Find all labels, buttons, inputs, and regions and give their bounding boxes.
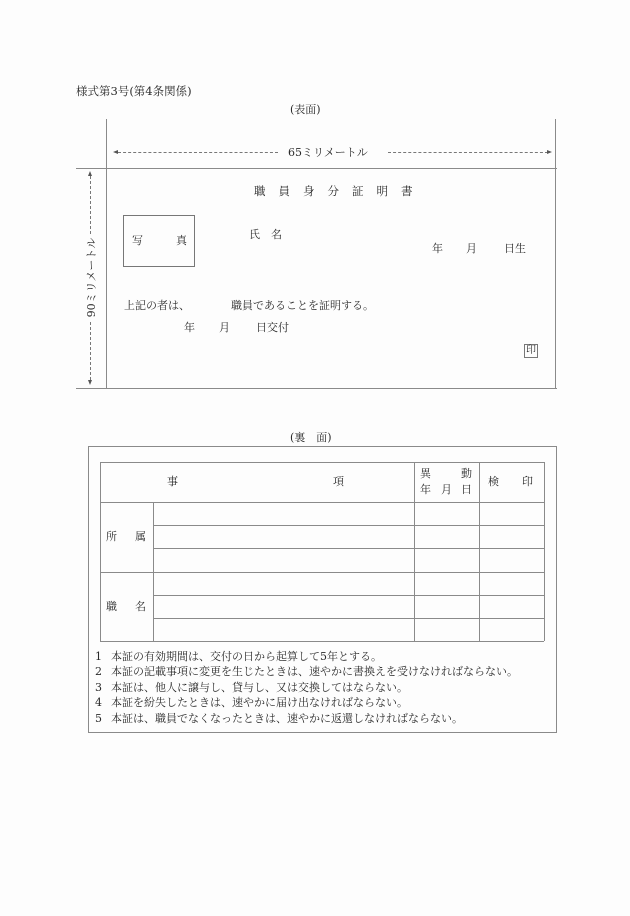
header-change-top-right: 動 bbox=[461, 467, 472, 480]
group-affiliation-right: 属 bbox=[135, 530, 146, 543]
dimension-line bbox=[90, 322, 91, 380]
birth-month-label: 月 bbox=[466, 242, 477, 255]
back-side-label: (裏 面) bbox=[290, 431, 332, 444]
header-item-left: 事 bbox=[167, 475, 178, 488]
title-char: 明 bbox=[376, 184, 388, 198]
note-item bbox=[95, 713, 463, 724]
header-change-year: 年 bbox=[420, 483, 431, 496]
front-left-border bbox=[106, 119, 107, 389]
front-right-border bbox=[555, 119, 556, 389]
table-border bbox=[544, 462, 545, 641]
issue-day-label: 日交付 bbox=[256, 321, 289, 334]
table-border bbox=[100, 462, 101, 641]
height-dimension-label: 90ミリメートル bbox=[85, 237, 98, 318]
title-char: 員 bbox=[278, 184, 290, 198]
photo-label-left: 写 bbox=[132, 234, 143, 247]
header-item-right: 項 bbox=[333, 475, 344, 488]
photo-box bbox=[123, 215, 195, 267]
group-divider bbox=[100, 572, 544, 573]
note-text: 本証を紛失したときは、速やかに届け出なければならない。 bbox=[111, 696, 408, 709]
dimension-line bbox=[90, 176, 91, 234]
table-border bbox=[100, 502, 544, 503]
certification-text-2: 職員であることを証明する。 bbox=[231, 299, 374, 312]
note-text: 本証は、職員でなくなったときは、速やかに返還しなければならない。 bbox=[111, 712, 463, 725]
birth-year-label: 年 bbox=[432, 242, 443, 255]
title-char: 分 bbox=[327, 184, 339, 198]
note-item bbox=[95, 682, 408, 693]
note-number: 4 bbox=[95, 696, 102, 709]
note-number: 1 bbox=[95, 650, 102, 663]
group-position-right: 名 bbox=[135, 600, 146, 613]
card-title bbox=[254, 186, 413, 198]
note-text: 本証は、他人に譲与し、貸与し、又は交換してはならない。 bbox=[111, 681, 408, 694]
note-number: 3 bbox=[95, 681, 102, 694]
birth-day-label: 日生 bbox=[504, 242, 526, 255]
title-char: 書 bbox=[401, 184, 413, 198]
arrow-down-icon bbox=[88, 380, 92, 385]
front-top-border bbox=[76, 168, 557, 169]
front-side-label: (表面) bbox=[290, 103, 321, 116]
name-label: 氏 名 bbox=[249, 228, 282, 241]
issue-month-label: 月 bbox=[219, 321, 230, 334]
header-change-day: 日 bbox=[461, 483, 472, 496]
header-change-month: 月 bbox=[441, 483, 452, 496]
form-number-title: 様式第3号(第4条関係) bbox=[76, 84, 192, 98]
row-divider bbox=[153, 548, 544, 549]
note-text: 本証の有効期間は、交付の日から起算して5年とする。 bbox=[111, 650, 382, 663]
header-seal-left: 検 bbox=[488, 475, 499, 488]
row-divider bbox=[153, 525, 544, 526]
dimension-line bbox=[388, 152, 548, 153]
certification-text-1: 上記の者は、 bbox=[124, 299, 190, 312]
note-item bbox=[95, 651, 382, 662]
header-change-top-left: 異 bbox=[420, 467, 431, 480]
note-item bbox=[95, 666, 518, 677]
group-position-left: 職 bbox=[106, 600, 117, 613]
width-dimension-label: 65ミリメートル bbox=[288, 146, 368, 159]
arrow-right-icon bbox=[547, 150, 552, 154]
note-text: 本証の記載事項に変更を生じたときは、速やかに書換えを受けなければならない。 bbox=[111, 665, 518, 678]
column-divider bbox=[414, 462, 415, 641]
title-char: 職 bbox=[254, 184, 266, 198]
dimension-line bbox=[118, 152, 278, 153]
table-border bbox=[100, 462, 544, 463]
column-divider bbox=[479, 462, 480, 641]
row-divider bbox=[153, 595, 544, 596]
issue-year-label: 年 bbox=[184, 321, 195, 334]
header-seal-right: 印 bbox=[522, 475, 533, 488]
note-number: 2 bbox=[95, 665, 102, 678]
table-border bbox=[100, 641, 544, 642]
note-number: 5 bbox=[95, 712, 102, 725]
note-item bbox=[95, 697, 408, 708]
title-char: 身 bbox=[303, 184, 315, 198]
front-bottom-border bbox=[76, 388, 557, 389]
group-affiliation-left: 所 bbox=[106, 530, 117, 543]
row-divider bbox=[153, 618, 544, 619]
photo-label-right: 真 bbox=[176, 234, 187, 247]
seal-stamp-icon: 印 bbox=[526, 345, 536, 356]
title-char: 証 bbox=[352, 184, 364, 198]
